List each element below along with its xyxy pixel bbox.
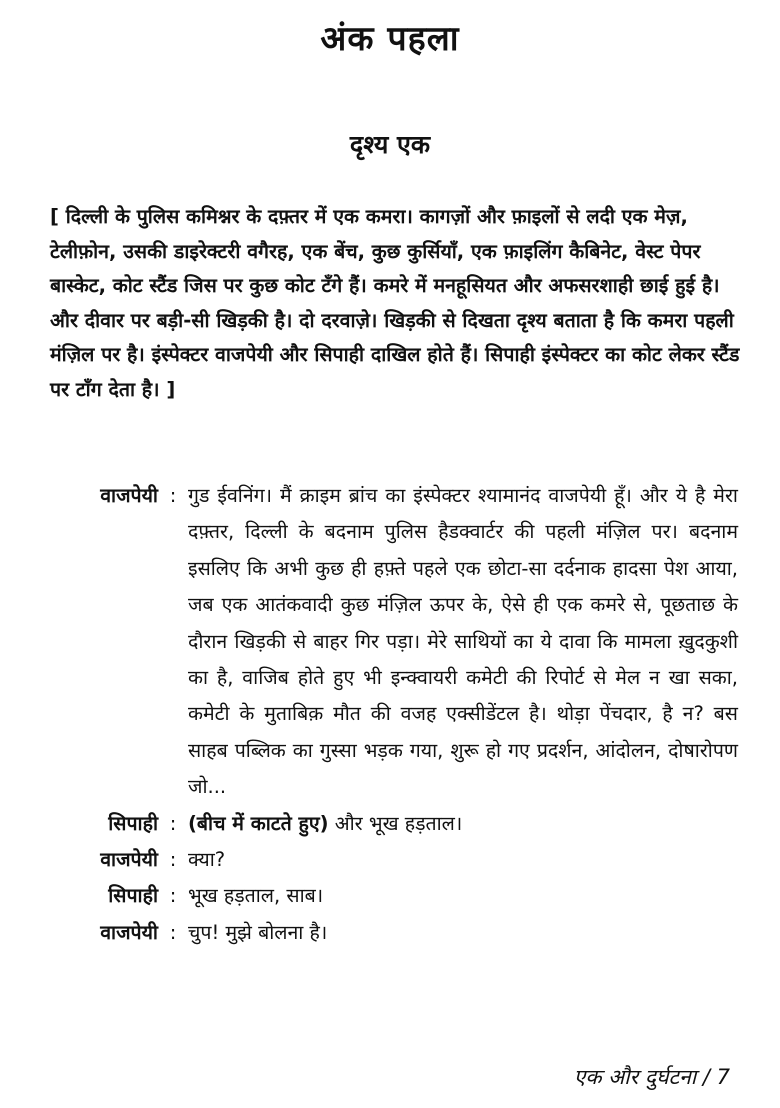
book-title: एक और दुर्घटना bbox=[573, 1065, 697, 1089]
speaker-name: वाजपेयी bbox=[100, 848, 158, 872]
dialogue-line bbox=[0, 878, 780, 914]
chapter-title: अंक पहला bbox=[320, 19, 460, 59]
stage-parenthetical: (बीच में काटते हुए) bbox=[188, 811, 329, 835]
page-number: 7 bbox=[716, 1065, 730, 1089]
dialogue-line bbox=[0, 842, 780, 878]
speech-text: चुप! मुझे बोलना है। bbox=[188, 920, 328, 944]
speech-text-wrapper bbox=[188, 806, 738, 842]
speaker-name: वाजपेयी bbox=[100, 484, 158, 507]
speaker-separator: : bbox=[169, 884, 177, 908]
dialogue-line bbox=[0, 806, 780, 842]
speaker-name: सिपाही bbox=[108, 811, 158, 835]
dialogue-line bbox=[0, 915, 780, 951]
speech-text: गुड ईवनिंग। मैं क्राइम ब्रांच का इंस्पेक्टर श्यामानंद वाजपेयी हूँ। और ये है मेरा दफ़्तर, दिल्ली के बदनाम पुलिस हैडक्वार्टर की पहली मंज़िल पर। बदनाम इसलिए कि अभी कुछ ही हफ़्ते पहले एक छोटा-सा दर्दनाक हादसा पेश आया, जब एक आतंकवादी कुछ मंज़िल ऊपर के, ऐसे ही एक कमरे से, पूछताछ के दौरान खिड़की से बाहर गिर पड़ा। मेरे साथियों का ये दावा कि मामला ख़ुदकुशी का है, वाजिब होते हुए भी इन्क्वायरी कमेटी की रिपोर्ट से मेल न खा सका, कमेटी के मुताबिक़ मौत की वजह एक्सीडेंटल है। थोड़ा पेंचदार, है न? बस साहब पब्लिक का गुस्सा भड़क गया, शुरू हो गए प्रदर्शन, आंदोलन, दोषारोपण जो... bbox=[188, 484, 738, 799]
stage-direction: [ दिल्ली के पुलिस कमिश्नर के दफ़्तर में एक कमरा। कागज़ों और फ़ाइलों से लदी एक मेज़, टेलीफ़ोन, उसकी डाइरेक्टरी वगैरह, एक बेंच, कुछ कुर्सियाँ, एक फ़ाइलिंग कैबिनेट, वेस्ट पेपर बास्केट, कोट स्टैंड जिस पर कुछ कोट टँगे हैं। कमरे में मनहूसियत और अफसरशाही छाई हुई है। और दीवार पर बड़ी-सी खिड़की है। दो दरवाज़े। खिड़की से दिखता दृश्य बताता है कि कमरा पहली मंज़िल पर है। इंस्पेक्टर वाजपेयी और सिपाही दाखिल होते हैं। सिपाही इंस्पेक्टर का कोट लेकर स्टैंड पर टाँग देता है। ] bbox=[50, 205, 740, 401]
footer-separator: / bbox=[702, 1065, 710, 1089]
scene-title: दृश्य एक bbox=[349, 130, 431, 159]
dialogue-block bbox=[0, 478, 780, 951]
speaker-name: सिपाही bbox=[108, 884, 158, 908]
dialogue-line bbox=[0, 478, 780, 806]
page-footer bbox=[574, 1063, 730, 1091]
speaker-separator: : bbox=[169, 484, 177, 507]
speaker-separator: : bbox=[169, 811, 177, 835]
speech-text: भूख हड़ताल, साब। bbox=[188, 884, 324, 908]
speaker-name: वाजपेयी bbox=[100, 920, 158, 944]
speech-text: क्या? bbox=[188, 848, 226, 872]
speaker-separator: : bbox=[169, 848, 177, 872]
speech-text: और भूख हड़ताल। bbox=[334, 811, 463, 835]
speaker-separator: : bbox=[169, 920, 177, 944]
